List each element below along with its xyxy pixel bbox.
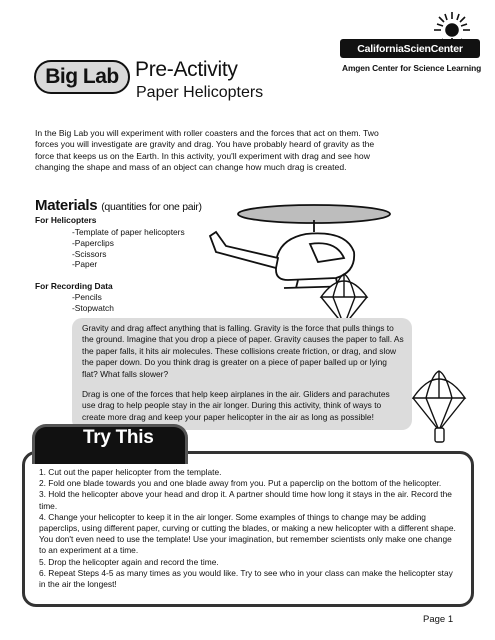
materials-heading-text: Materials [35, 197, 98, 214]
try-this-heading: Try This [83, 427, 154, 448]
materials-qualifier: (quantities for one pair) [101, 201, 202, 213]
list-item: 2. Fold one blade towards you and one blade away from you. Put a paperclip on the bottom of the helicopter. [39, 478, 442, 489]
list-item: -Paper [72, 259, 98, 270]
helicopters-heading: For Helicopters [35, 215, 97, 225]
big-lab-badge: Big Lab [34, 60, 130, 94]
list-item: 1. Cut out the paper helicopter from the template. [39, 467, 222, 477]
list-item: 5. Drop the helicopter again and record the time. [39, 556, 219, 567]
list-item: -Stopwatch [72, 302, 114, 313]
list-item: -Paperclips [72, 237, 114, 248]
list-item: -Template of paper helicopters [72, 227, 185, 237]
logo-subtitle: Amgen Center for Science Learning [342, 63, 482, 73]
recording-heading: For Recording Data [35, 281, 113, 291]
list-item: -Pencils [72, 292, 102, 302]
list-item: 3. Hold the helicopter above your head and drop it. A partner should time how long it stays in the air. Record the time. [39, 489, 452, 511]
intro-paragraph: In the Big Lab you will experiment with roller coasters and the forces that act on them. Two forces you will investigate are gravity and drag. You have probably heard of gravity as the force that keeps us on the Earth. In this activity, you'll experiment with drag and see how changing the shape and mass of an object can change how much drag is created. [35, 128, 379, 173]
steps-list [39, 467, 457, 590]
page-subtitle: Paper Helicopters [136, 84, 264, 101]
page-title: Pre-Activity [135, 58, 238, 81]
list-item: 6. Repeat Steps 4-5 as many times as you would like. Try to see who in your class can make the helicopter stay in the air the longest! [39, 567, 453, 590]
helicopter-illustration-icon [206, 192, 406, 322]
try-this-box [22, 451, 474, 607]
logo-name: CaliforniaScienCenter [340, 39, 480, 58]
list-item: 4. Change your helicopter to keep it in the air longer. Some examples of things to change may be adding paperclips, using different paper, curving or cutting the blades, or making a new helicopter with a different shape. You don't even need to use the template! Use your imagination, but remember scientists only make one change to an experiment at a time. [39, 511, 456, 556]
recording-list [72, 292, 114, 314]
page-number: Page 1 [423, 614, 454, 625]
list-item: -Scissors [72, 248, 107, 259]
helicopters-list [72, 227, 185, 270]
info-box [72, 318, 412, 430]
info-paragraph: Drag is one of the forces that help keep airplanes in the air. Gliders and parachutes use drag to help people stay in the air longer. During this activity, think of ways to create more drag and keep your paper helicopter in the air as long as possible! [82, 389, 390, 422]
info-paragraph: Gravity and drag affect anything that is falling. Gravity is the force that pulls things to the ground. Imagine that you drop a piece of paper. Gravity causes the paper to fall. As the paper falls, it hits air molecules. These collisions create friction, or drag, and slow the paper down. Do you think drag is greater on a piece of paper balled up or lying flat? What falls slower? [82, 323, 404, 379]
materials-heading [35, 197, 202, 214]
parachute-icon [410, 368, 468, 446]
